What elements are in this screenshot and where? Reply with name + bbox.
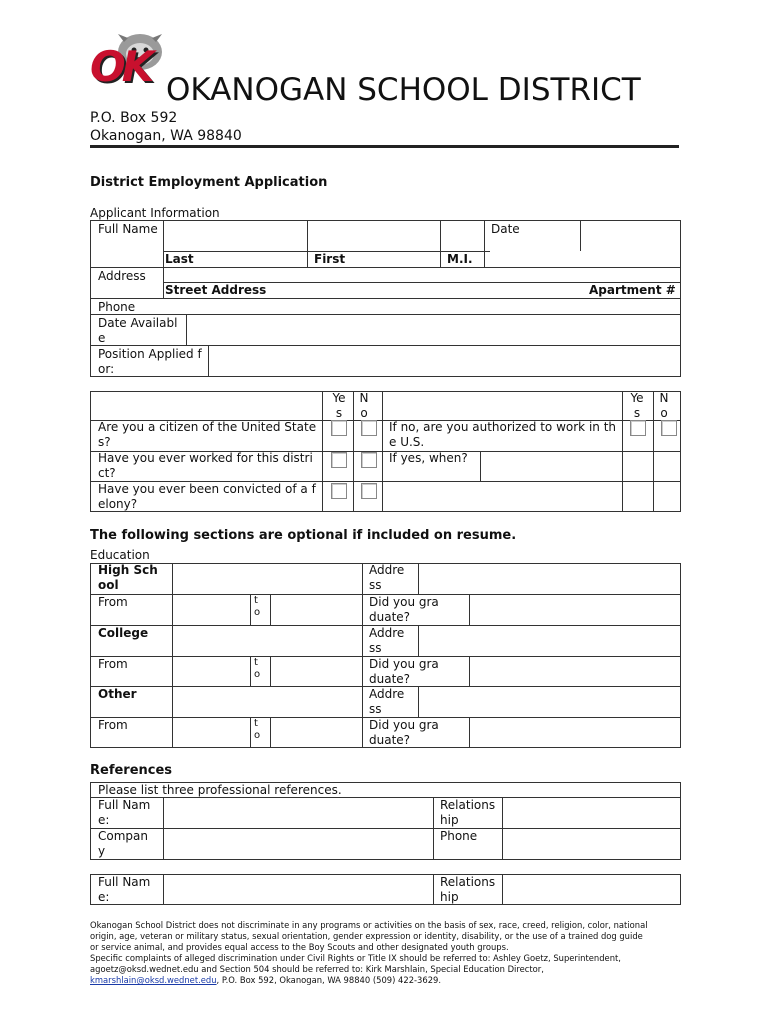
other-education-from-label: From: [98, 718, 128, 732]
first-name-input[interactable]: [308, 221, 439, 250]
college-label: College: [98, 626, 149, 640]
high-school-to-input[interactable]: [271, 595, 361, 624]
district-name: OKANOGAN SCHOOL DISTRICT: [166, 72, 641, 108]
college-address-input[interactable]: [419, 626, 680, 655]
footer-line-1: Okanogan School District does not discriminate in any programs or activities on the basis of sex, race, creed, religion, color, national: [90, 920, 648, 930]
worked-no-checkbox[interactable]: [361, 452, 377, 468]
other-education-label: Other: [98, 687, 137, 701]
address-line-2: Okanogan, WA 98840: [90, 128, 242, 144]
reference-1-company-input[interactable]: [164, 829, 432, 859]
citizen-yes-checkbox[interactable]: [331, 420, 347, 436]
logo-lettering: OK: [90, 42, 151, 91]
high-school-from-input[interactable]: [173, 595, 249, 624]
high-school-address-label: Addre ss: [369, 563, 405, 592]
college-to-label: t o: [254, 657, 261, 680]
reference-2-name-label: Full Name:: [98, 875, 151, 904]
last-caption: Last: [165, 252, 194, 266]
citizen-no-checkbox[interactable]: [361, 420, 377, 436]
yes-header: Ye s: [332, 391, 346, 420]
last-name-input[interactable]: [164, 221, 306, 250]
college-address-label: Addre ss: [369, 626, 405, 655]
form-title: District Employment Application: [90, 175, 328, 190]
high-school-graduate-label: Did you graduate?: [369, 595, 439, 624]
high-school-name-input[interactable]: [173, 564, 361, 593]
middle-initial-input[interactable]: [441, 221, 483, 250]
other-education-address-input[interactable]: [419, 687, 680, 716]
address-line-1: P.O. Box 592: [90, 110, 178, 126]
felony-yes-checkbox[interactable]: [331, 483, 347, 499]
worked-question: Have you ever worked for this district?: [98, 451, 313, 480]
worked-yes-checkbox[interactable]: [331, 452, 347, 468]
footer-line-6: [90, 975, 685, 986]
reference-1-relationship-input[interactable]: [503, 798, 680, 827]
when-question: If yes, when?: [389, 451, 468, 465]
reference-1-name-input[interactable]: [164, 798, 432, 827]
other-education-name-input[interactable]: [173, 687, 361, 716]
authorized-question: If no, are you authorized to work in the U.S.: [389, 420, 617, 449]
street-address-input[interactable]: [164, 268, 680, 281]
footer-line-5: agoetz@oksd.wednet.edu and Section 504 should be referred to: Kirk Marshlain, Special Education Director,: [90, 964, 544, 974]
phone-input[interactable]: [164, 299, 680, 313]
felony-no-checkbox[interactable]: [361, 483, 377, 499]
reference-1-company-label: Compan y: [98, 829, 148, 858]
footer-line-3: or service animal, and provides equal access to the Boy Scouts and other designated youth groups.: [90, 942, 509, 952]
yes-header-right: Ye s: [630, 391, 644, 420]
no-header-right: N o: [659, 391, 669, 420]
high-school-from-label: From: [98, 595, 128, 609]
college-graduate-input[interactable]: [470, 657, 680, 685]
address-label: Address: [98, 269, 146, 283]
reference-1-phone-label: Phone: [440, 829, 478, 843]
high-school-label: High School: [98, 563, 158, 592]
references-instruction: Please list three professional references.: [98, 783, 342, 797]
citizen-question: Are you a citizen of the United States?: [98, 420, 317, 449]
authorized-no-checkbox[interactable]: [661, 420, 677, 436]
first-caption: First: [314, 252, 346, 266]
college-graduate-label: Did you graduate?: [369, 657, 439, 686]
position-applied-label: Position Applied for:: [98, 347, 202, 376]
date-label: Date: [491, 222, 520, 236]
district-logo: [88, 30, 168, 96]
reference-2-relationship-input[interactable]: [503, 875, 680, 904]
other-education-address-label: Addre ss: [369, 687, 405, 716]
reference-1-phone-input[interactable]: [503, 829, 680, 859]
authorized-yes-checkbox[interactable]: [630, 420, 646, 436]
footer-line-6-text: , P.O. Box 592, Okanogan, WA 98840 (509) 422-3629.: [216, 975, 442, 985]
apartment-caption: Apartment #: [589, 283, 676, 297]
footer-email-link[interactable]: kmarshlain@oksd.wednet.edu: [90, 975, 217, 985]
other-education-to-label: t o: [254, 718, 261, 741]
footer-line-4: Specific complaints of alleged discrimination under Civil Rights or Title IX should be referred to: Ashley Goetz, Superintendent,: [90, 953, 621, 963]
optional-sections-heading: The following sections are optional if included on resume.: [90, 528, 517, 543]
street-address-caption: Street Address: [165, 283, 267, 297]
high-school-graduate-input[interactable]: [470, 595, 680, 624]
reference-2-relationship-label: Relations hip: [440, 875, 496, 904]
college-name-input[interactable]: [173, 626, 361, 655]
date-available-input[interactable]: [187, 315, 680, 344]
high-school-address-input[interactable]: [419, 564, 680, 593]
when-input[interactable]: [481, 452, 621, 480]
no-header: N o: [359, 391, 369, 420]
college-from-label: From: [98, 657, 128, 671]
reference-1-name-label: Full Name:: [98, 798, 151, 827]
other-education-graduate-input[interactable]: [470, 718, 680, 747]
felony-question: Have you ever been convicted of a felony?: [98, 482, 316, 511]
full-name-label: Full Name: [98, 222, 158, 236]
date-available-label: Date Available: [98, 316, 178, 345]
college-to-input[interactable]: [271, 657, 361, 685]
education-section-label: Education: [90, 548, 150, 562]
high-school-to-label: t o: [254, 595, 261, 618]
other-education-from-input[interactable]: [173, 718, 249, 747]
reference-1-relationship-label: Relations hip: [440, 798, 496, 827]
date-input[interactable]: [581, 221, 680, 250]
college-from-input[interactable]: [173, 657, 249, 685]
other-education-to-input[interactable]: [271, 718, 361, 747]
other-education-graduate-label: Did you graduate?: [369, 718, 439, 747]
footer-line-2: origin, age, veteran or military status, sexual orientation, gender expression or identity, disability, or the use of a trained dog guide: [90, 931, 643, 941]
applicant-section-label: Applicant Information: [90, 206, 220, 220]
header-rule: [90, 145, 679, 148]
position-applied-input[interactable]: [209, 346, 680, 376]
reference-2-name-input[interactable]: [164, 875, 432, 904]
references-section-label: References: [90, 763, 173, 778]
phone-label: Phone: [98, 300, 136, 314]
middle-initial-caption: M.I.: [447, 252, 473, 266]
